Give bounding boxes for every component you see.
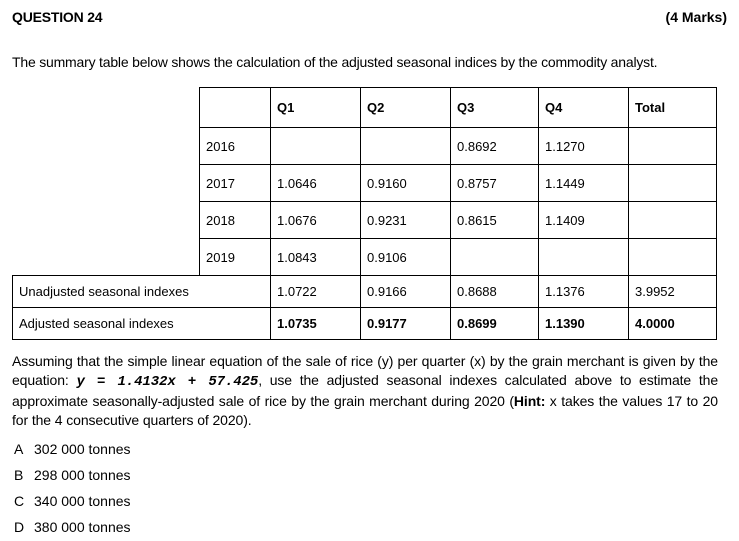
- value-cell: 1.1409: [539, 202, 629, 239]
- value-cell: 1.0843: [271, 239, 361, 276]
- year-cell: 2019: [200, 239, 271, 276]
- option-b[interactable]: [14, 467, 131, 483]
- value-cell: 1.1270: [539, 128, 629, 165]
- value-cell: [629, 128, 717, 165]
- summary-table: [12, 87, 717, 340]
- year-cell: 2017: [200, 165, 271, 202]
- paragraph-text: , use the adjusted seasonal indexes calculated above to estimate the approximate seasonally-adjusted sale of rice by the grain merchant during 2020 (: [12, 372, 719, 409]
- value-cell: [629, 239, 717, 276]
- value-cell: 1.1449: [539, 165, 629, 202]
- value-cell: 0.8692: [451, 128, 539, 165]
- value-cell: [629, 202, 717, 239]
- intro-text: The summary table below shows the calculation of the adjusted seasonal indices by the commodity analyst.: [12, 54, 658, 70]
- paragraph-text: Assuming that the simple linear equation of the sale of rice (y) per quarter (x) by the grain merchant is given by the equation:: [12, 353, 718, 388]
- header-row: [13, 88, 717, 128]
- paragraph-text: x takes the values 17 to 20 for the 4 consecutive quarters of 2020).: [12, 393, 718, 428]
- equation: y = 1.4132x + 57.425: [76, 374, 259, 390]
- value-cell: [539, 239, 629, 276]
- year-cell: 2018: [200, 202, 271, 239]
- option-a[interactable]: [14, 441, 131, 457]
- value-cell: 1.1376: [539, 276, 629, 308]
- value-cell: 1.0646: [271, 165, 361, 202]
- table-row: [13, 128, 717, 165]
- year-header-cell: [200, 88, 271, 128]
- value-cell: 1.0722: [271, 276, 361, 308]
- value-cell: 1.0735: [271, 308, 361, 340]
- value-cell: 0.9166: [361, 276, 451, 308]
- adjusted-row: [13, 308, 717, 340]
- table-row: [13, 165, 717, 202]
- table-row: [13, 202, 717, 239]
- option-text: 298 000 tonnes: [34, 467, 131, 483]
- empty-cell: [13, 88, 200, 128]
- option-text: 380 000 tonnes: [34, 519, 131, 535]
- marks-label: (4 Marks): [665, 9, 727, 25]
- value-cell: 0.9160: [361, 165, 451, 202]
- option-d[interactable]: [14, 519, 131, 535]
- year-cell: 2016: [200, 128, 271, 165]
- value-cell: 1.0676: [271, 202, 361, 239]
- header-q4: Q4: [539, 88, 629, 128]
- header-q3: Q3: [451, 88, 539, 128]
- value-cell: 4.0000: [629, 308, 717, 340]
- header-total: Total: [629, 88, 717, 128]
- question-title: QUESTION 24: [12, 9, 103, 25]
- value-cell: [271, 128, 361, 165]
- value-cell: 0.8699: [451, 308, 539, 340]
- option-c[interactable]: [14, 493, 131, 509]
- value-cell: 0.9106: [361, 239, 451, 276]
- value-cell: [451, 239, 539, 276]
- value-cell: 0.9231: [361, 202, 451, 239]
- option-text: 340 000 tonnes: [34, 493, 131, 509]
- value-cell: [629, 165, 717, 202]
- value-cell: 0.9177: [361, 308, 451, 340]
- value-cell: 3.9952: [629, 276, 717, 308]
- option-letter: B: [14, 467, 24, 483]
- value-cell: 0.8757: [451, 165, 539, 202]
- option-letter: A: [14, 441, 24, 457]
- value-cell: [361, 128, 451, 165]
- option-text: 302 000 tonnes: [34, 441, 131, 457]
- value-cell: 0.8615: [451, 202, 539, 239]
- option-letter: C: [14, 493, 25, 509]
- unadjusted-row: [13, 276, 717, 308]
- header-q1: Q1: [271, 88, 361, 128]
- value-cell: 0.8688: [451, 276, 539, 308]
- row-label: Unadjusted seasonal indexes: [13, 276, 271, 308]
- header-q2: Q2: [361, 88, 451, 128]
- option-letter: D: [14, 519, 25, 535]
- question-paragraph: [12, 352, 718, 430]
- hint-label: Hint:: [513, 393, 546, 409]
- table-row: [13, 239, 717, 276]
- value-cell: 1.1390: [539, 308, 629, 340]
- row-label: Adjusted seasonal indexes: [13, 308, 271, 340]
